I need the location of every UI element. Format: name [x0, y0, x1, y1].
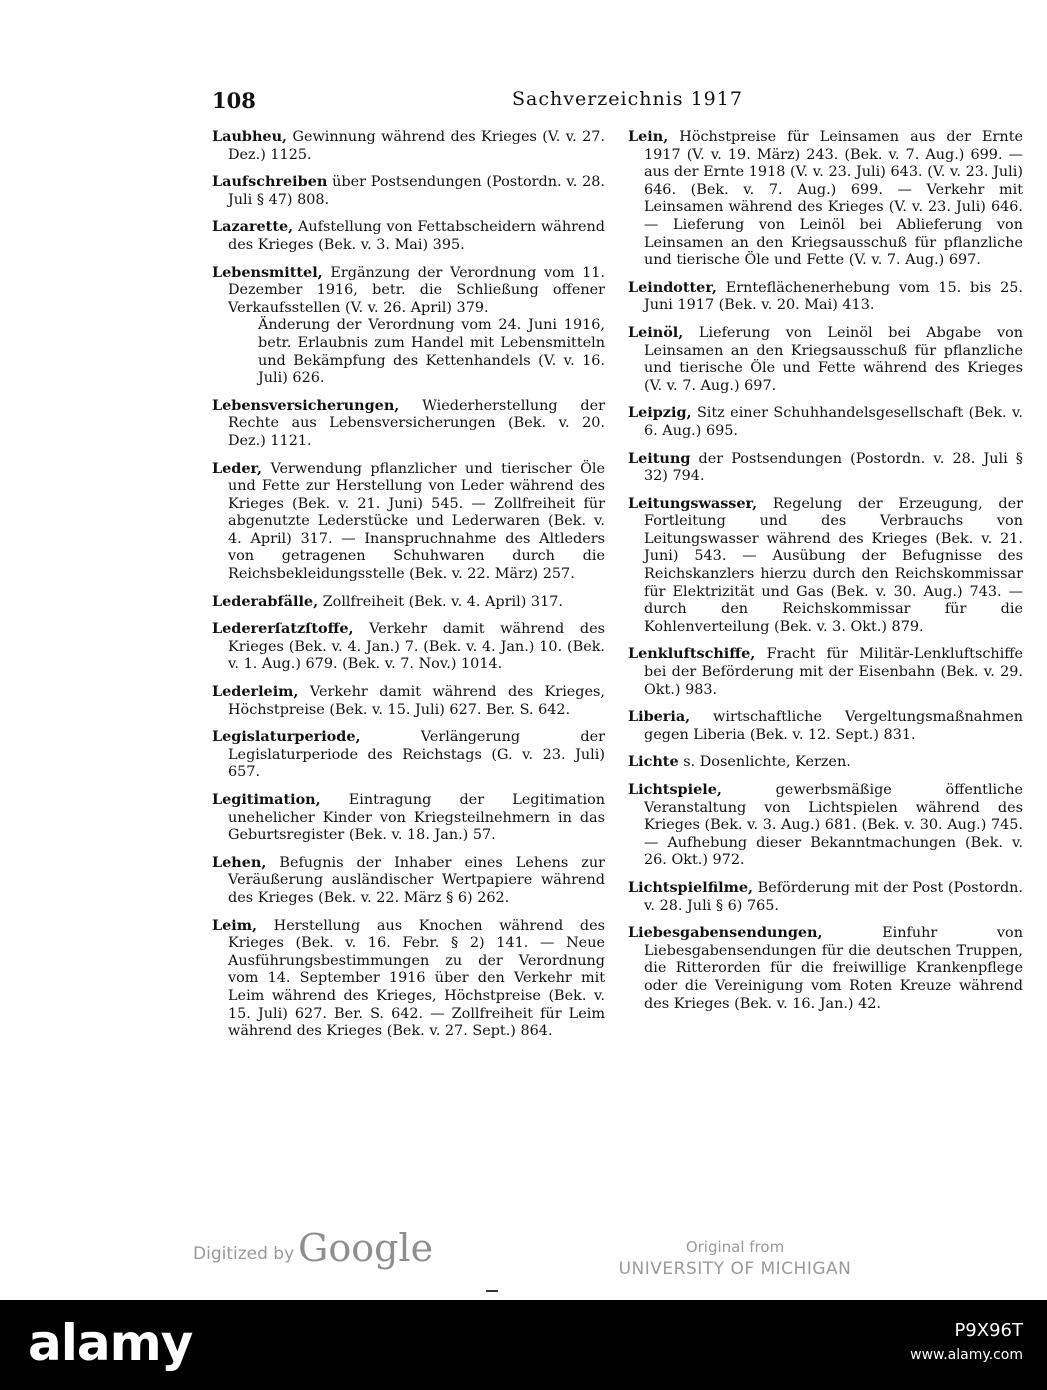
index-entry — [212, 728, 605, 782]
watermark-bar — [0, 1300, 1047, 1390]
entry-headword: Lederabfälle, — [212, 592, 319, 610]
entry-text: Lieferung von Leinöl bei Abgabe von Leinsamen an den Kriegsausschuß für pflanzliche und tierische Öle und Fette während des Krieges (V. v. 7. Aug.) 697. — [644, 324, 1024, 394]
page-header — [212, 88, 1022, 118]
entry-headword: Lichtspiele, — [628, 781, 722, 798]
entry-headword: Lebensmittel, — [212, 263, 323, 281]
entry-text: Einfuhr von Liebesgabensendungen für die deutschen Truppen, die Ritterorden für die freiwillige Krankenpflege oder die Vereinigung vom Roten Kreuze während des Krieges (Bek. v. 16. Jan.) 42. — [644, 925, 1023, 1012]
index-entry — [212, 460, 605, 584]
entry-text: Wiederherstellung der Rechte aus Lebensversicherungen (Bek. v. 20. Dez.) 1121. — [228, 397, 606, 449]
entry-text: Eintragung der Legitimation unehelicher Kinder von Kriegsteilnehmern in das Geburtsregister (Bek. v. 18. Jan.) 57. — [228, 792, 606, 844]
index-entry — [628, 324, 1023, 395]
index-entry — [628, 404, 1023, 440]
index-entry — [212, 593, 605, 612]
index-entry — [628, 279, 1023, 315]
entry-headword: Ledererſatzſtoffe, — [212, 620, 354, 638]
index-entry — [212, 218, 605, 254]
entry-text: Zollfreiheit (Bek. v. 4. April) 317. — [322, 593, 563, 610]
entry-headword: Lederleim, — [212, 683, 299, 701]
index-entry — [628, 879, 1023, 915]
entry-headword: Leipzig, — [628, 404, 692, 422]
index-entry — [212, 264, 605, 388]
entry-headword: Leitung — [628, 449, 691, 467]
index-entry — [628, 450, 1023, 486]
alamy-logo: alamy — [28, 1314, 193, 1372]
entry-headword: Liberia, — [628, 708, 691, 726]
entry-text: Regelung der Erzeugung, der Fortleitung und des Verbrauchs von Leitungswasser während des Krieges (Bek. v. 21. Juni) 543. — Ausübung der Befugnisse des Reichskanzlers hierzu durch den Reichskommissar für Elektrizität und Gas (Bek. v. 30. Aug.) 743. — durch den Reichskommissar für die Kohlenverteilung (Bek. v. 3. Okt.) 879. — [644, 495, 1024, 635]
index-entry — [628, 781, 1023, 870]
google-logo: Google — [298, 1226, 434, 1270]
digitized-by-label: Digitized by — [193, 1244, 295, 1264]
entry-text: Fracht für Militär-Lenkluftschiffe bei der Beförderung mit der Eisenbahn (Bek. v. 29. Okt.) 983. — [644, 646, 1023, 698]
entry-text: Verkehr damit während des Krieges (Bek. v. 4. Jan.) 7. (Bek. v. 4. Jan.) 10. (Bek. v. 1. Aug.) 679. (Bek. v. 7. Nov.) 1014. — [228, 621, 605, 673]
site-url: www.alamy.com — [910, 1347, 1023, 1363]
index-entry — [212, 683, 605, 719]
index-entry — [212, 854, 605, 908]
index-entry — [628, 495, 1023, 637]
entry-headword: Leindotter, — [628, 278, 717, 296]
entry-headword: Leinöl, — [628, 323, 684, 341]
entry-headword: Lein, — [628, 128, 669, 145]
entry-headword: Lebensversicherungen, — [212, 396, 400, 414]
index-entry — [212, 917, 605, 1041]
index-entry — [628, 645, 1023, 699]
entry-text: Verlängerung der Legislaturperiode des Reichstags (G. v. 23. Juli) 657. — [228, 729, 605, 781]
entry-text: Gewinnung während des Krieges (V. v. 27. Dez.) 1125. — [228, 129, 605, 163]
running-head: Sachverzeichnis 1917 — [512, 88, 743, 110]
index-entry — [212, 620, 605, 674]
index-entry — [628, 753, 1023, 772]
entry-headword: Legislaturperiode, — [212, 728, 361, 746]
entry-text: Verkehr damit während des Krieges, Höchstpreise (Bek. v. 15. Juli) 627. Ber. S. 642. — [228, 684, 605, 718]
entry-text: Aufstellung von Fettabscheidern während des Krieges (Bek. v. 3. Mai) 395. — [228, 219, 605, 253]
entry-text: wirtschaftliche Vergeltungsmaßnahmen gegen Liberia (Bek. v. 12. Sept.) 831. — [644, 709, 1023, 743]
index-entry — [628, 708, 1023, 744]
entry-text: s. Dosenlichte, Kerzen. — [683, 754, 851, 771]
index-entry — [628, 924, 1023, 1013]
entry-text: Befugnis der Inhaber eines Lehens zur Veräußerung ausländischer Wertpapiere während des Krieges (Bek. v. 22. März § 6) 262. — [228, 854, 606, 906]
left-index-column — [212, 128, 605, 1050]
entry-text: Ernteflächenerhebung vom 15. bis 25. Juni 1917 (Bek. v. 20. Mai) 413. — [644, 279, 1023, 314]
index-entry — [212, 173, 605, 209]
right-index-column — [628, 128, 1023, 1022]
entry-headword: Lehen, — [212, 853, 267, 871]
entry-text: Verwendung pflanzlicher und tierischer Öle und Fette zur Herstellung von Leder während des Krieges (Bek. v. 21. Juni) 545. — Zollfreiheit für abgenutzte Lederstücke und Lederwaren (Bek. v. 4. April) 317. — Inanspruchnahme des Altleders von getragenen Schuhwaren durch die Reichsbekleidungsstelle (Bek. v. 22. März) 257. — [228, 460, 605, 583]
entry-headword: Lazarette, — [212, 218, 294, 236]
entry-text: gewerbsmäßige öffentliche Veranstaltung von Lichtspielen während des Krieges (Bek. v. 3. Aug.) 681. (Bek. v. 30. Aug.) 745. — Aufhebung dieser Bekanntmachungen (Bek. v. 26. Okt.) 972. — [644, 782, 1023, 869]
entry-headword: Lichtspielfilme, — [628, 878, 754, 896]
entry-headword: Liebesgabensendungen, — [628, 924, 823, 942]
entry-text: Ergänzung der Verordnung vom 11. Dezember 1916, betr. die Schließung offener Verkaufsstellen (V. v. 26. April) 379. — [228, 264, 605, 316]
page-number: 108 — [212, 88, 256, 113]
index-entry — [212, 397, 605, 451]
entry-headword: Leitungswasser, — [628, 494, 758, 512]
entry-subtext: Änderung der Verordnung vom 24. Juni 1916, betr. Erlaubnis zum Handel mit Lebensmitteln und Bekämpfung des Kettenhandels (V. v. 16. Juli) 626. — [258, 317, 605, 387]
watermark-info — [910, 1320, 1023, 1363]
image-id: P9X96T — [954, 1320, 1023, 1341]
original-from-label: Original from — [685, 1238, 785, 1256]
index-entry — [212, 128, 605, 164]
entry-headword: Leim, — [212, 916, 257, 934]
entry-headword: Leder, — [212, 459, 263, 477]
entry-text: Höchstpreise für Leinsamen aus der Ernte 1917 (V. v. 19. März) 243. (Bek. v. 7. Aug.) 699. — aus der Ernte 1918 (V. v. 23. Juli) 643. (V. v. 23. Juli) 646. (Bek. v. 7. Aug.) 699. — Verkehr mit Leinsamen während des Krieges (V. v. 23. Juli) 646. — Lieferung von Leinöl bei Ablieferung von Leinsamen an den Kriegsausschuß für pflanzliche und tierische Öle und Fette (V. v. 7. Aug.) 697. — [644, 129, 1023, 269]
entry-headword: Laufschreiben — [212, 173, 328, 191]
entry-headword: Legitimation, — [212, 791, 321, 808]
index-entry — [212, 791, 605, 845]
entry-text: über Postsendungen (Postordn. v. 28. Juli § 47) 808. — [228, 174, 606, 208]
entry-headword: Laubheu, — [212, 128, 288, 145]
entry-text: Beförderung mit der Post (Postordn. v. 28. Juli § 6) 765. — [644, 879, 1024, 914]
entry-headword: Lichte — [628, 753, 679, 771]
index-entry — [628, 128, 1023, 270]
digitization-footer — [0, 1228, 1047, 1288]
university-label: UNIVERSITY OF MICHIGAN — [618, 1259, 852, 1279]
entry-text: der Postsendungen (Postordn. v. 28. Juli § 32) 794. — [644, 450, 1023, 485]
page-mark — [486, 1290, 498, 1292]
entry-text: Herstellung aus Knochen während des Krieges (Bek. v. 16. Febr. § 2) 141. — Neue Ausführungsbestimmungen zu der Verordnung vom 14. September 1916 über den Verkehr mit Leim während des Krieges, Höchstpreise (Bek. v. 15. Juli) 627. Ber. S. 642. — Zollfreiheit für Leim während des Krieges (Bek. v. 27. Sept.) 864. — [228, 917, 605, 1040]
entry-text: Sitz einer Schuhhandelsgesellschaft (Bek. v. 6. Aug.) 695. — [644, 405, 1023, 439]
entry-headword: Lenkluftschiffe, — [628, 645, 756, 663]
